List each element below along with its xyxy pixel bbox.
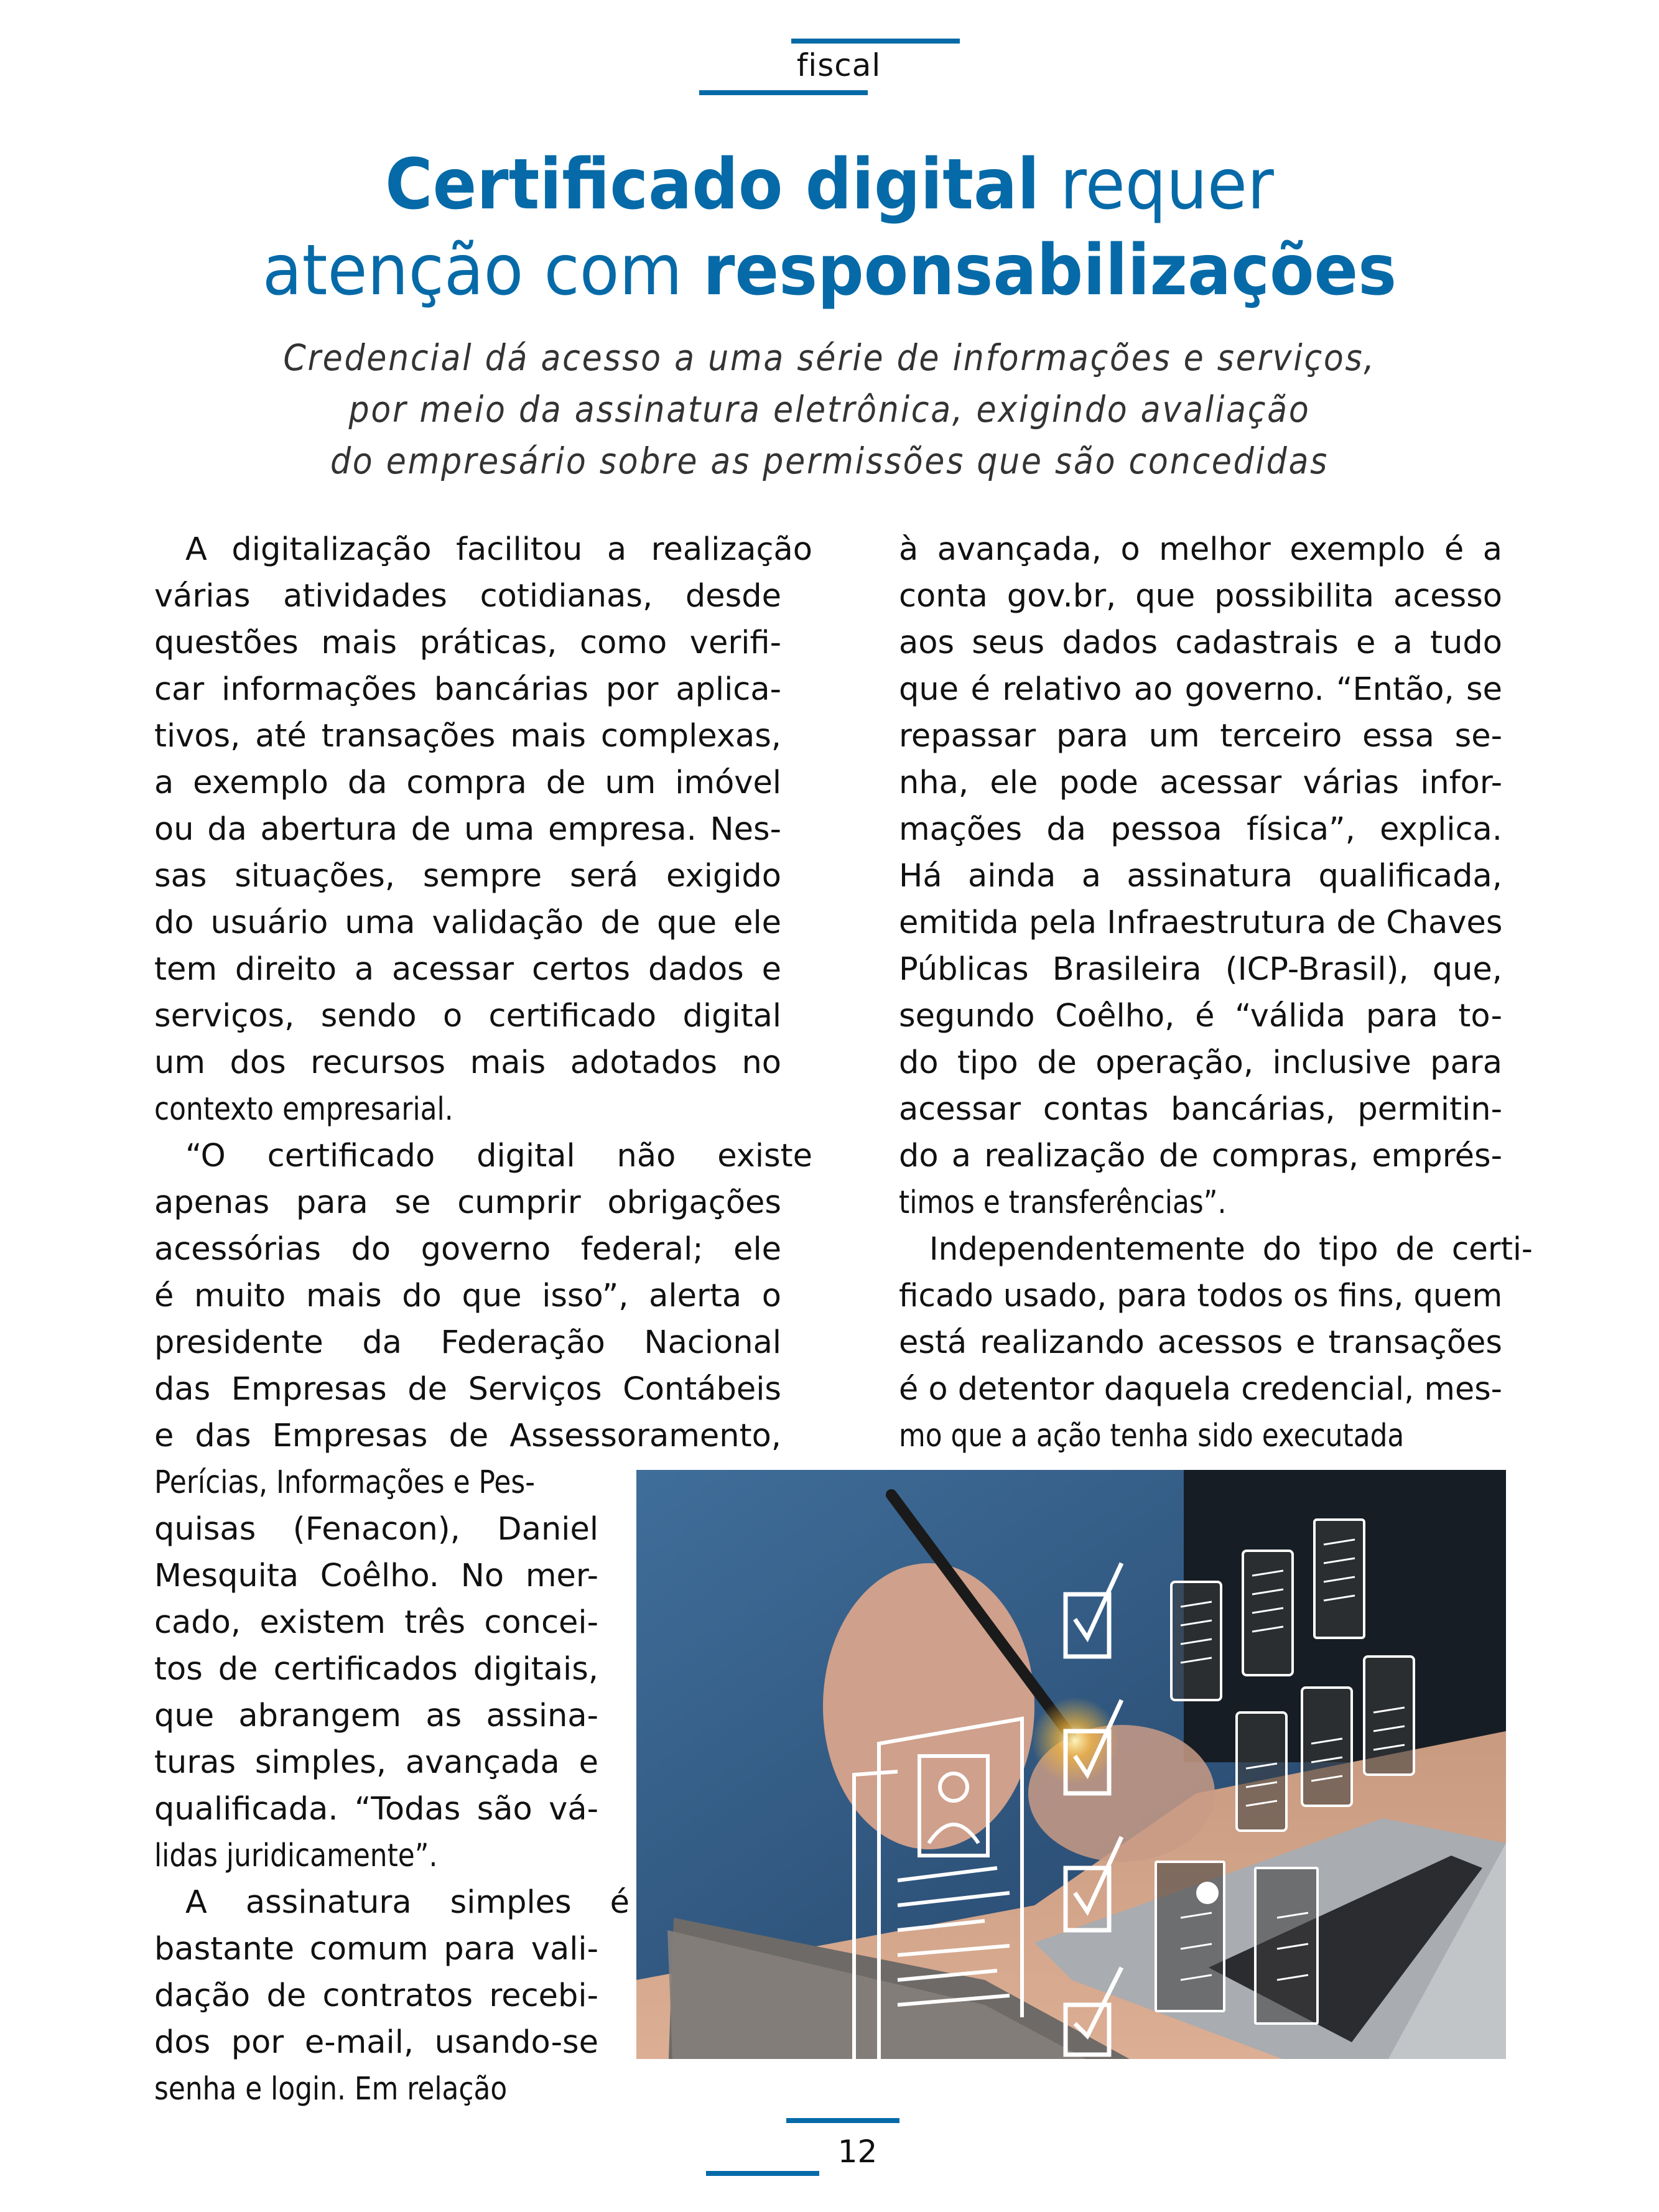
headline-regular-2: atenção com [262, 230, 682, 311]
article-line: várias atividades cotidianas, desde [154, 578, 781, 615]
article-line: à avançada, o melhor exemplo é a [899, 531, 1502, 568]
article-line: “O certificado digital não existe [185, 1138, 812, 1174]
header-rule-bottom [699, 90, 868, 95]
article-line: e das Empresas de Assessoramento, [154, 1418, 781, 1454]
article-line: tem direito a acessar certos dados e [154, 951, 781, 988]
article-line: aos seus dados cadastrais e a tudo [899, 625, 1502, 661]
subtitle [83, 332, 1576, 487]
article-line: cado, existem três concei- [154, 1604, 598, 1641]
article-line: sas situações, sempre será exigido [154, 858, 781, 895]
article-line: apenas para se cumprir obrigações [154, 1184, 781, 1221]
article-line: senha e login. Em relação [154, 2071, 508, 2107]
article-line: turas simples, avançada e [154, 1744, 598, 1781]
article-line: um dos recursos mais adotados no [154, 1044, 781, 1081]
article-line: é o detentor daquela credencial, mes- [899, 1371, 1502, 1408]
page-number: 12 [837, 2134, 878, 2170]
subtitle-line: por meio da assinatura eletrônica, exigindo avaliação [348, 388, 1311, 430]
article-line: que é relativo ao governo. “Então, se [899, 671, 1502, 708]
article-line: timos e transferências”. [899, 1184, 1227, 1221]
article-line: conta gov.br, que possibilita acesso [899, 578, 1502, 615]
article-line: car informações bancárias por aplica- [154, 671, 781, 708]
profile-document-icon [1302, 1688, 1352, 1806]
article-line: está realizando acessos e transações [899, 1324, 1502, 1361]
article-line: Perícias, Informações e Pes- [154, 1464, 536, 1501]
article-line: lidas juridicamente”. [154, 1838, 438, 1874]
article-column-right [899, 526, 1533, 1459]
article-photo [636, 1470, 1506, 2059]
article-line: tivos, até transações mais complexas, [154, 718, 781, 755]
article-line: serviços, sendo o certificado digital [154, 998, 781, 1034]
footer-rule-bottom [706, 2171, 819, 2176]
article-line: bastante comum para vali- [154, 1931, 598, 1968]
headline [58, 142, 1601, 314]
list-document-icon [1255, 1868, 1317, 2024]
article-line: emitida pela Infraestrutura de Chaves [899, 904, 1503, 941]
article-line: acessar contas bancárias, permitin- [899, 1091, 1502, 1128]
section-label: fiscal [796, 47, 881, 83]
article-line: dos por e-mail, usando-se [154, 2024, 598, 2061]
article-line: presidente da Federação Nacional [154, 1324, 781, 1361]
article-line: Há ainda a assinatura qualificada, [899, 858, 1502, 895]
article-line: quisas (Fenacon), Daniel [154, 1511, 598, 1548]
headline-line-2 [263, 230, 1396, 311]
article-line: Públicas Brasileira (ICP-Brasil), que, [899, 951, 1502, 988]
article-line: ficado usado, para todos os fins, quem [899, 1278, 1503, 1314]
article-line: é muito mais do que isso”, alerta o [154, 1278, 781, 1314]
article-line: qualificada. “Todas são vá- [154, 1791, 598, 1828]
article-line: questões mais práticas, como verifi- [154, 625, 781, 661]
article-line: repassar para um terceiro essa se- [899, 718, 1502, 755]
article-line: tos de certificados digitais, [154, 1651, 598, 1688]
footer-rule-top [786, 2118, 899, 2123]
article-line: ou da abertura de uma empresa. Nes- [154, 811, 781, 848]
article-line: acessórias do governo federal; ele [154, 1231, 781, 1268]
article-line: contexto empresarial. [154, 1091, 453, 1128]
headline-regular-1: requer [1060, 144, 1274, 225]
document-check-badge-icon [1196, 1882, 1219, 1904]
document-icon [1243, 1551, 1293, 1675]
header-rule-top [791, 39, 960, 44]
article-line: A digitalização facilitou a realização [185, 531, 812, 568]
headline-line-1 [385, 144, 1274, 225]
article-line: segundo Coêlho, é “válida para to- [899, 998, 1502, 1034]
article-line: do tipo de operação, inclusive para [899, 1044, 1502, 1081]
subtitle-line: Credencial dá acesso a uma série de informações e serviços, [283, 337, 1376, 379]
headline-bold-1: Certificado digital [385, 144, 1040, 225]
article-line: a exemplo da compra de um imóvel [154, 764, 781, 801]
article-line: das Empresas de Serviços Contábeis [154, 1371, 781, 1408]
article-line: Mesquita Coêlho. No mer- [154, 1558, 598, 1594]
article-line: Independentemente do tipo de certi- [929, 1231, 1533, 1268]
headline-bold-2: responsabilizações [703, 230, 1397, 311]
article-line: do usuário uma validação de que ele [154, 904, 781, 941]
article-line: que abrangem as assina- [154, 1698, 598, 1734]
article-line: dação de contratos recebi- [154, 1977, 598, 2014]
profile-document-icon [1237, 1712, 1286, 1831]
article-line: A assinatura simples é [185, 1884, 630, 1921]
article-line: do a realização de compras, emprés- [899, 1138, 1502, 1174]
profile-document-icon [1364, 1657, 1414, 1775]
article-line: nha, ele pode acessar várias infor- [899, 764, 1502, 801]
photo-illustration [636, 1470, 1506, 2059]
subtitle-line: do empresário sobre as permissões que são concedidas [330, 440, 1329, 482]
article-line: mo que a ação tenha sido executada [899, 1418, 1405, 1454]
article-line: mações da pessoa física”, explica. [899, 811, 1502, 848]
